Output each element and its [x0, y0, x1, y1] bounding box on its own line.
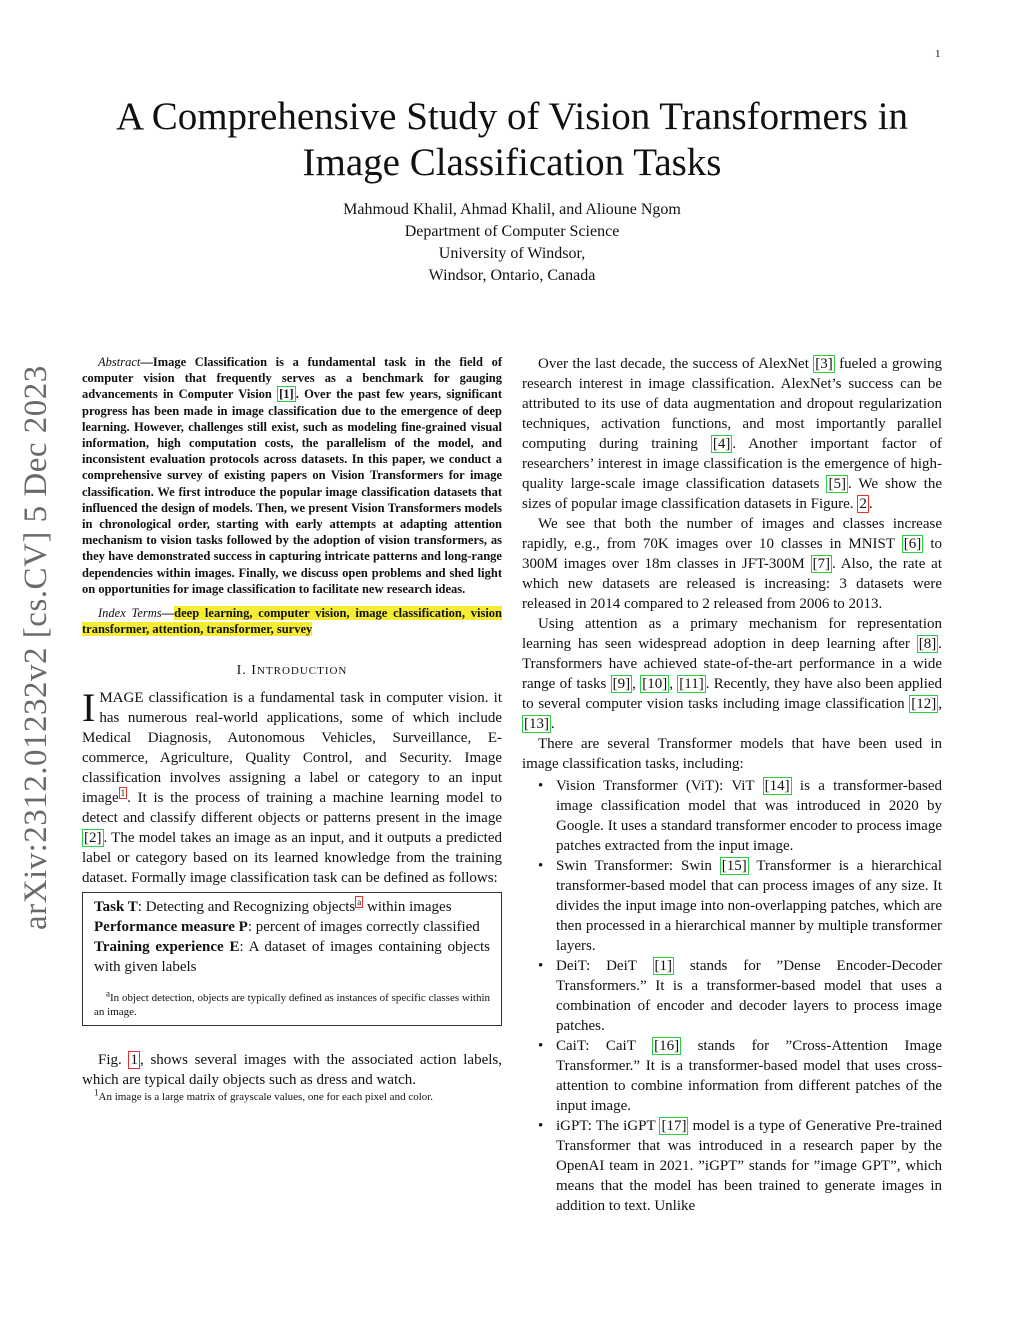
- list-item-igpt: [522, 1116, 942, 1216]
- figure-reference-paragraph: [82, 1050, 502, 1090]
- footnote-text: In object detection, objects are typically defined as instances of specific classes within an image.: [94, 992, 490, 1019]
- section-title: NTRODUCTION: [256, 665, 348, 678]
- paragraph-text: ,: [669, 676, 678, 692]
- paper-title: [60, 94, 964, 186]
- citation-link[interactable]: [3]: [815, 356, 833, 372]
- section-number: I. I: [236, 663, 257, 679]
- index-terms-lead: Index Terms: [98, 606, 162, 621]
- bullet-icon: •: [538, 778, 544, 794]
- paragraph-text: . Transformers have achieved state-of-the-art performance in a wide range of tasks: [522, 636, 942, 692]
- citation-link[interactable]: [1]: [279, 387, 294, 402]
- index-terms: [82, 605, 502, 637]
- abstract-text: Image Classification is a fundamental task in the field of computer vision that frequently serves as a benchmark for gauging advancements in Computer Vision: [82, 355, 502, 402]
- list-item-text: Transformer is a hierarchical transformer-based model that can process images of any size. It divides the input image into non-overlapping patches, which are then processed in a hierarchical manner by multiple transformer layers.: [556, 858, 942, 954]
- paragraph-text: Over the last decade, the success of AlexNet: [538, 356, 814, 372]
- transformer-models-list: [522, 776, 942, 1216]
- performance-label: Performance measure P: [94, 919, 248, 936]
- list-item-text: Vision Transformer (ViT): ViT: [556, 778, 763, 794]
- paragraph-models-intro: There are several Transformer models that have been used in image classification tasks, including:: [522, 736, 942, 772]
- paragraph-alexnet: [522, 354, 942, 514]
- paragraph-text: .: [551, 716, 555, 732]
- definition-performance: [94, 917, 490, 937]
- paragraph-text: ,: [632, 676, 641, 692]
- task-label: Task T: [94, 899, 138, 916]
- paragraph-text: Using attention as a primary mechanism for representation learning has seen widespread adoption in deep learning after: [522, 616, 942, 652]
- citation-link[interactable]: [1]: [654, 958, 672, 974]
- paragraph-text: fueled a growing research interest in image classification. AlexNet’s success can be attributed to its use of data augmentation and dropout regularization techniques, activation functions, and most importantly parallel computing during training: [522, 356, 942, 452]
- training-label: Training experience E: [94, 939, 240, 956]
- performance-text: : percent of images correctly classified: [247, 919, 480, 936]
- title-line-2: Image Classification Tasks: [302, 141, 722, 184]
- citation-link[interactable]: [16]: [654, 1038, 680, 1054]
- task-text: : Detecting and Recognizing objects: [137, 899, 356, 916]
- citation-link[interactable]: [5]: [828, 476, 846, 492]
- citation-link[interactable]: [15]: [721, 858, 747, 874]
- page-number: 1: [935, 48, 941, 60]
- paragraph-text: . We show the sizes of popular image classification datasets in Figure.: [522, 476, 942, 512]
- list-item-text: Swin Transformer: Swin: [556, 858, 720, 874]
- list-item-text: stands for ”Dense Encoder-Decoder Transformers.” It is a transformer-based model that uses a combination of encoder and decoder layers to process image patches.: [556, 958, 942, 1034]
- paragraph-datasets: [522, 514, 942, 614]
- right-column: [522, 354, 942, 1216]
- bullet-icon: •: [538, 858, 544, 874]
- title-line-1: A Comprehensive Study of Vision Transformers in: [115, 95, 909, 138]
- drop-cap: I: [82, 685, 96, 731]
- author-names: Mahmoud Khalil, Ahmad Khalil, and Alioune Ngom: [343, 201, 681, 218]
- intro-paragraph: [82, 685, 502, 888]
- citation-link[interactable]: [6]: [903, 536, 922, 552]
- list-item-deit: [522, 956, 942, 1036]
- intro-text: . It is the process of training a machine learning model to detect and classify different objects or patterns present in the image: [82, 790, 502, 827]
- paragraph-text: , shows several images with the associated action labels, which are typical daily objects such as dress and watch.: [82, 1052, 502, 1089]
- definition-box: [82, 892, 502, 1026]
- list-item-text: stands for ”Cross-Attention Image Transformer.” It is a transformer-based model that uses cross-attention to combine information from different patches of the input image.: [556, 1038, 942, 1114]
- definition-footnote: [94, 988, 490, 1019]
- affiliation-location: Windsor, Ontario, Canada: [428, 267, 596, 284]
- list-item-text: is a transformer-based image classification model that was introduced in 2020 by Google. It uses a standard transformer encoder to process image patches extracted from the input image.: [556, 778, 942, 854]
- citation-link[interactable]: [2]: [84, 830, 102, 847]
- citation-link[interactable]: [12]: [911, 696, 937, 712]
- abstract-dash: —: [140, 355, 153, 369]
- page-footnote: [82, 1087, 502, 1104]
- paragraph-text: to 300M images over 18m classes in JFT-300M: [522, 536, 942, 572]
- list-item-text: iGPT: The iGPT: [556, 1118, 660, 1134]
- intro-text: MAGE classification is a fundamental task in computer vision. it has numerous real-world applications, some of which include Medical Diagnosis, Autonomous Vehicles, Surveillance, E-commerce, Agriculture, Quality Control, and Security. Image classification involves assigning a label or category to an input image: [82, 690, 502, 807]
- paragraph-text: . Also, the rate at which new datasets are released is increasing: 3 datasets were released in 2014 compared to 2 released from 2006 to 2013.: [522, 556, 943, 612]
- list-item-text: DeiT: DeiT: [556, 958, 653, 974]
- citation-link[interactable]: [4]: [712, 436, 731, 452]
- list-item-text: CaiT: CaiT: [556, 1038, 653, 1054]
- list-item-cait: [522, 1036, 942, 1116]
- affiliation-department: Department of Computer Science: [404, 223, 620, 240]
- abstract-text: . Over the past few years, significant progress has been made in image classification due to the emergence of deep learning. However, challenges still exist, such as modeling fine-grained visual information, high computation costs, the parallelism of the model, and inconsistent evaluation protocols across datasets. In this paper, we conduct a comprehensive survey of existing papers on Vision Transformers for image classification. We first introduce the popular image classification datasets that influenced the design of models. Then, we present Vision Transformers models in chronological order, starting with early attempts at adapting attention mechanism to vision tasks followed by the adoption of vision transformers, as they have demonstrated success in capturing intricate patterns and long-range dependencies within images. Finally, we discuss open problems and shed light on opportunities for image classification to facilitate new research ideas.: [82, 387, 502, 596]
- abstract-lead: Abstract: [98, 355, 141, 369]
- left-column: [82, 354, 502, 1104]
- citation-link[interactable]: [13]: [524, 716, 549, 732]
- footnote-mark: a: [106, 988, 110, 999]
- paragraph-text: We see that both the number of images and classes increase rapidly, e.g., from 70K images over 10 classes in MNIST: [522, 516, 942, 552]
- index-terms-dash: —: [161, 606, 175, 621]
- definition-task: [94, 897, 490, 917]
- citation-link[interactable]: [9]: [612, 676, 631, 692]
- citation-link[interactable]: [17]: [661, 1118, 687, 1134]
- affiliation-university: University of Windsor,: [438, 245, 586, 262]
- abstract: [82, 354, 502, 597]
- citation-link[interactable]: [7]: [812, 556, 831, 572]
- bullet-icon: •: [538, 958, 544, 974]
- footnote-link[interactable]: a: [357, 897, 362, 908]
- footnote-text: An image is a large matrix of grayscale values, one for each pixel and color.: [98, 1091, 434, 1104]
- citation-link[interactable]: [10]: [642, 676, 668, 692]
- footnote-mark: 1: [94, 1087, 99, 1098]
- paragraph-attention: [522, 614, 942, 734]
- paragraph-text: .: [868, 496, 873, 512]
- intro-text: . The model takes an image as an input, and it outputs a predicted label or category based on its learned knowledge from the training dataset. Formally image classification task can be defined as follows:: [82, 830, 502, 887]
- bullet-icon: •: [538, 1118, 544, 1134]
- author-block: [112, 199, 912, 287]
- figure-link[interactable]: 1: [130, 1052, 138, 1069]
- citation-link[interactable]: [8]: [918, 636, 937, 652]
- training-text: : A dataset of images containing objects with given labels: [94, 939, 491, 976]
- paragraph-text: ,: [938, 696, 942, 712]
- definition-training: [94, 937, 490, 977]
- bullet-icon: •: [538, 1038, 544, 1054]
- citation-link[interactable]: [11]: [679, 676, 704, 692]
- list-item-swin: [522, 856, 942, 956]
- paragraph-text: . Another important factor of researchers’ interest in image classification is the emergence of high-quality large-scale image classification datasets: [522, 436, 942, 492]
- paragraph-text: Fig.: [98, 1052, 129, 1069]
- index-terms-highlighted: deep learning, computer vision, image classification, vision transformer, attention, transformer, survey: [82, 606, 503, 637]
- list-item-text: model is a type of Generative Pre-trained Transformer that was introduced in a research paper by the OpenAI team in 2021. ”iGPT” stands for ”image GPT”, which means that the model has been trained to generate images in addition to text. Unlike: [556, 1118, 943, 1214]
- arxiv-identifier-stamp[interactable]: arXiv:2312.01232v2 [cs.CV] 5 Dec 2023: [18, 365, 54, 930]
- paragraph-text: . Recently, they have also been applied to several computer vision tasks including image classification: [522, 676, 943, 712]
- citation-link[interactable]: [14]: [764, 778, 790, 794]
- figure-link[interactable]: 2: [859, 496, 867, 512]
- task-text: within images: [363, 899, 452, 916]
- list-item-vit: [522, 776, 942, 856]
- section-heading-introduction: [82, 663, 502, 679]
- footnote-link[interactable]: 1: [120, 788, 126, 799]
